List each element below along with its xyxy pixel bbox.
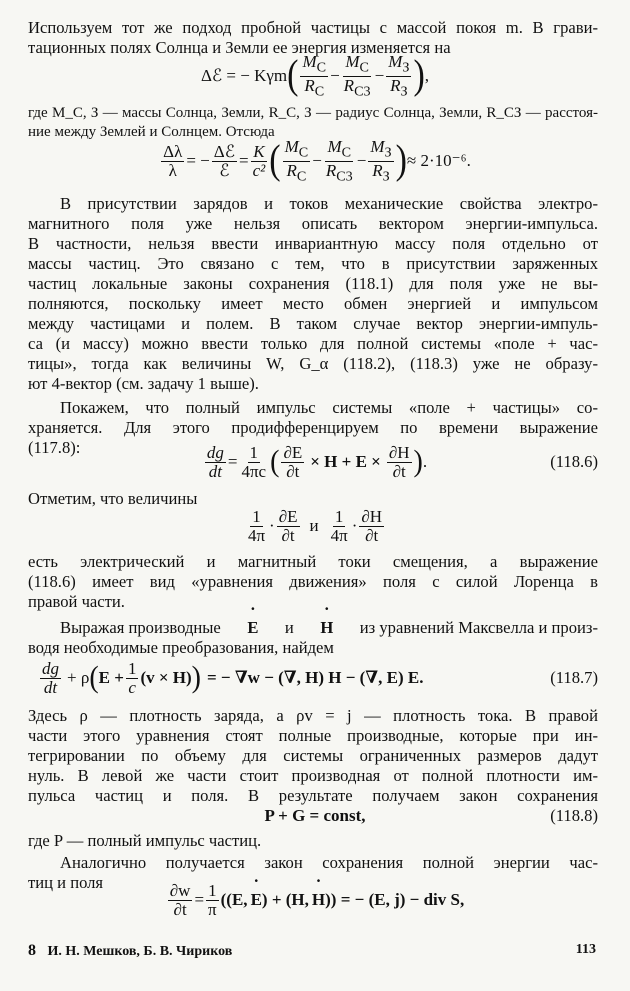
fraction (359, 508, 384, 545)
numerator: Δλ (163, 141, 183, 161)
text-line: есть электрический и магнитный токи смещения, а выражение (28, 552, 598, 571)
numerator: M (284, 137, 299, 157)
text-fragment: Выражая производные (60, 618, 221, 637)
numerator: 1 (249, 442, 259, 462)
denominator: R (390, 75, 401, 95)
numerator: M (370, 137, 385, 157)
page-number: 113 (575, 942, 596, 957)
punctuation: . (422, 452, 428, 471)
text-line: Здесь ρ — плотность заряда, а ρv = j — плотность тока. В правой (28, 706, 598, 725)
paren-close: ) (191, 660, 201, 695)
fraction (368, 138, 393, 184)
text-line: водя необходимые преобразования, найдем (28, 638, 334, 657)
text-line: ют 4-вектор (см. задачу 1 выше). (28, 374, 259, 393)
denominator: R (372, 160, 383, 180)
denominator: R (325, 160, 337, 180)
numerator: dg (42, 658, 59, 678)
fraction (387, 444, 412, 481)
text-line: между частицами и полем. В таком случае вектор энергии-импуль- (28, 314, 598, 333)
minus-sign: − (312, 151, 322, 170)
denominator: 4πc (241, 461, 267, 481)
equation-118-6 (0, 440, 630, 484)
minus-sign: − (374, 66, 385, 85)
text-line: ние между Землей и Солнцем. Отсюда (28, 124, 275, 140)
denominator: R (286, 160, 297, 180)
text-line: правой части. (28, 592, 125, 611)
text-line: частиц локальные законы сохранения (118.1) для поля уже не вы- (28, 274, 598, 293)
operator: = − (186, 151, 210, 170)
subscript: C (298, 144, 309, 161)
numerator: ∂H (388, 442, 410, 462)
conjunction: и (309, 516, 319, 535)
fraction (300, 53, 328, 99)
numerator: M (327, 137, 342, 157)
text-fragment: и (284, 618, 294, 637)
subscript: C (316, 59, 327, 76)
e-dot: ˙ E (251, 890, 262, 910)
operator: = (194, 890, 205, 909)
fraction (277, 508, 300, 545)
text-line: магнитного поля уже нельзя описать вектором энергии-импульса. (28, 214, 598, 233)
denominator: R (343, 75, 355, 95)
denominator: ∂t (365, 525, 379, 545)
text-line: са (и массу) можно ввести только для полной системы «поле + час- (28, 334, 598, 353)
numerator: 1 (127, 658, 137, 678)
text-line: нуль. В левой же части стоит производная от полной плотности им- (28, 766, 598, 785)
cross-product: (v × H) (140, 668, 192, 687)
text-line: массы частиц. Это связано с тем, что в присутствии заряженных (28, 254, 598, 273)
numerator: 1 (208, 880, 217, 900)
subscript: З (402, 59, 410, 76)
fraction (205, 444, 226, 481)
dot-operator: · (351, 516, 358, 535)
operator: = (227, 452, 238, 471)
denominator: 4π (247, 525, 266, 545)
equation-fragment: ) + (H, (261, 890, 309, 909)
h-dot: ˙ H (312, 890, 325, 910)
operator: + ρ (67, 668, 90, 687)
denominator: ∂t (286, 461, 300, 481)
minus-sign: − (356, 151, 367, 170)
equation-number: (118.7) (550, 668, 598, 687)
equation-displacement-currents (0, 506, 630, 546)
text-line (60, 618, 598, 638)
paren-open: ( (287, 53, 299, 98)
denominator: R (304, 75, 315, 95)
fraction (206, 882, 219, 919)
equation-118-7 (0, 656, 630, 700)
text-line: где M_С, З — массы Солнца, Земли, R_С, З — радиус Солнца, Земли, R_СЗ — расстоя- (28, 105, 598, 121)
equation-energy-shift (0, 52, 630, 99)
equation-number: (118.8) (550, 806, 598, 825)
operator: = (239, 151, 249, 170)
punctuation: , (424, 66, 430, 85)
fraction (239, 444, 268, 481)
numerator: ∂E (278, 506, 298, 526)
text-line: Аналогично получается закон сохранения полной энергии час- (60, 853, 598, 872)
denominator: dt (43, 677, 58, 697)
equation-energy-conservation (0, 878, 630, 922)
equation-rhs: = − ∇w − (∇, H) H − (∇, E) E. (207, 668, 424, 687)
denominator: ∂t (173, 899, 187, 919)
paren-open: ( (89, 660, 99, 695)
text-line: Отметим, что величины (28, 489, 198, 508)
fraction (126, 660, 139, 697)
text-line: где P — полный импульс частиц. (28, 831, 262, 850)
denominator: c² (252, 160, 266, 180)
equation-fragment: ((E, (220, 890, 248, 909)
paren-close: ) (413, 53, 425, 98)
dot-operator: · (269, 516, 275, 535)
fraction (386, 53, 411, 99)
fraction (251, 143, 268, 180)
numerator: ∂H (361, 506, 383, 526)
text-line: пульса частиц и поля. В результате получаем закон сохранения (28, 786, 598, 805)
fraction (281, 444, 304, 481)
paren-open: ( (270, 444, 280, 479)
denominator: ∂t (392, 461, 406, 481)
numerator: 1 (334, 506, 344, 526)
denominator: dt (208, 461, 222, 481)
subscript: З (400, 82, 408, 99)
numerator: Δℰ (213, 141, 236, 161)
e-vector: E + (98, 668, 124, 687)
paren-close: ) (395, 138, 407, 183)
fraction (168, 882, 193, 919)
denominator: 4π (330, 525, 348, 545)
fraction (324, 138, 355, 184)
numerator: ∂w (169, 880, 191, 900)
equation-number: (118.6) (550, 452, 598, 471)
equation-lhs: Δℰ = − Kγm (200, 66, 288, 85)
footer-signature (28, 942, 232, 960)
subscript: C3 (336, 167, 353, 184)
text-line: В присутствии зарядов и токов механические свойства электро- (60, 194, 598, 213)
signature-mark: 8 (28, 942, 36, 959)
numerator: M (302, 52, 317, 72)
subscript: C (341, 144, 352, 161)
e-dot: ˙ E (247, 618, 258, 638)
subscript: З (384, 144, 392, 161)
fraction (342, 53, 373, 99)
subscript: З (382, 167, 390, 184)
text-line: тационных полях Солнца и Земли ее энергия изменяется на (28, 38, 451, 57)
fraction (212, 143, 237, 180)
subscript: C (314, 82, 325, 99)
paren-open: ( (269, 138, 281, 183)
fraction (329, 508, 350, 545)
denominator: λ (168, 160, 177, 180)
numerator: K (253, 141, 265, 161)
denominator: π (208, 899, 217, 919)
subscript: C (359, 59, 369, 76)
denominator: ∂t (281, 525, 295, 545)
text-line: храняется. Для этого продифференцируем по времени выражение (28, 418, 598, 437)
text-line: Покажем, что полный импульс системы «поле + частицы» со- (60, 398, 598, 417)
text-fragment: из уравнений Максвелла и произ- (359, 618, 598, 637)
subscript: C3 (354, 82, 371, 99)
paren-close: ) (413, 444, 423, 479)
equation-118-8 (0, 803, 630, 829)
text-line: (118.6) имеет вид «уравнения движения» поля с силой Лоренца в (28, 572, 598, 591)
fraction (40, 660, 61, 697)
text-line: тиц и поля (28, 873, 104, 892)
subscript: C (296, 167, 307, 184)
fraction (161, 143, 184, 180)
equation-redshift (0, 137, 630, 184)
operator: × H + E × (310, 452, 381, 471)
text-line: Используем тот же подход пробной частицы с массой покоя m. В грави- (28, 18, 598, 37)
numerator: 1 (252, 506, 261, 526)
text-line: В частности, нельзя ввести инвариантную массу поля отдельно от (28, 234, 598, 253)
minus-sign: − (330, 66, 340, 85)
text-line: тегрировании по объему для системы ограниченных размеров дадут (28, 746, 598, 765)
numerator: M (388, 52, 403, 72)
text-line: тицы», тогда как величины W, G_α (118.2), (118.3) уже не образу- (28, 354, 598, 373)
numerator: ∂E (283, 442, 303, 462)
text-line: части этого уравнения стоят полные производные, которые при ин- (28, 726, 598, 745)
equation-rhs: )) = − (E, j) − div S, (325, 890, 465, 909)
fraction (246, 508, 267, 545)
numerator: M (345, 52, 360, 72)
denominator: ℰ (219, 160, 230, 180)
authors: И. Н. Мешков, Б. В. Чириков (47, 944, 233, 959)
h-dot: ˙ H (320, 618, 333, 638)
denominator: c (128, 677, 136, 697)
fraction (283, 138, 311, 184)
equation-rhs: ≈ 2·10⁻⁶. (406, 151, 471, 170)
equation-body: P + G = const, (264, 806, 366, 825)
text-line: (117.8): (28, 438, 81, 457)
numerator: dg (206, 442, 224, 462)
text-line: полняются, поскольку имеет место обмен энергией и импульсом (28, 294, 598, 313)
